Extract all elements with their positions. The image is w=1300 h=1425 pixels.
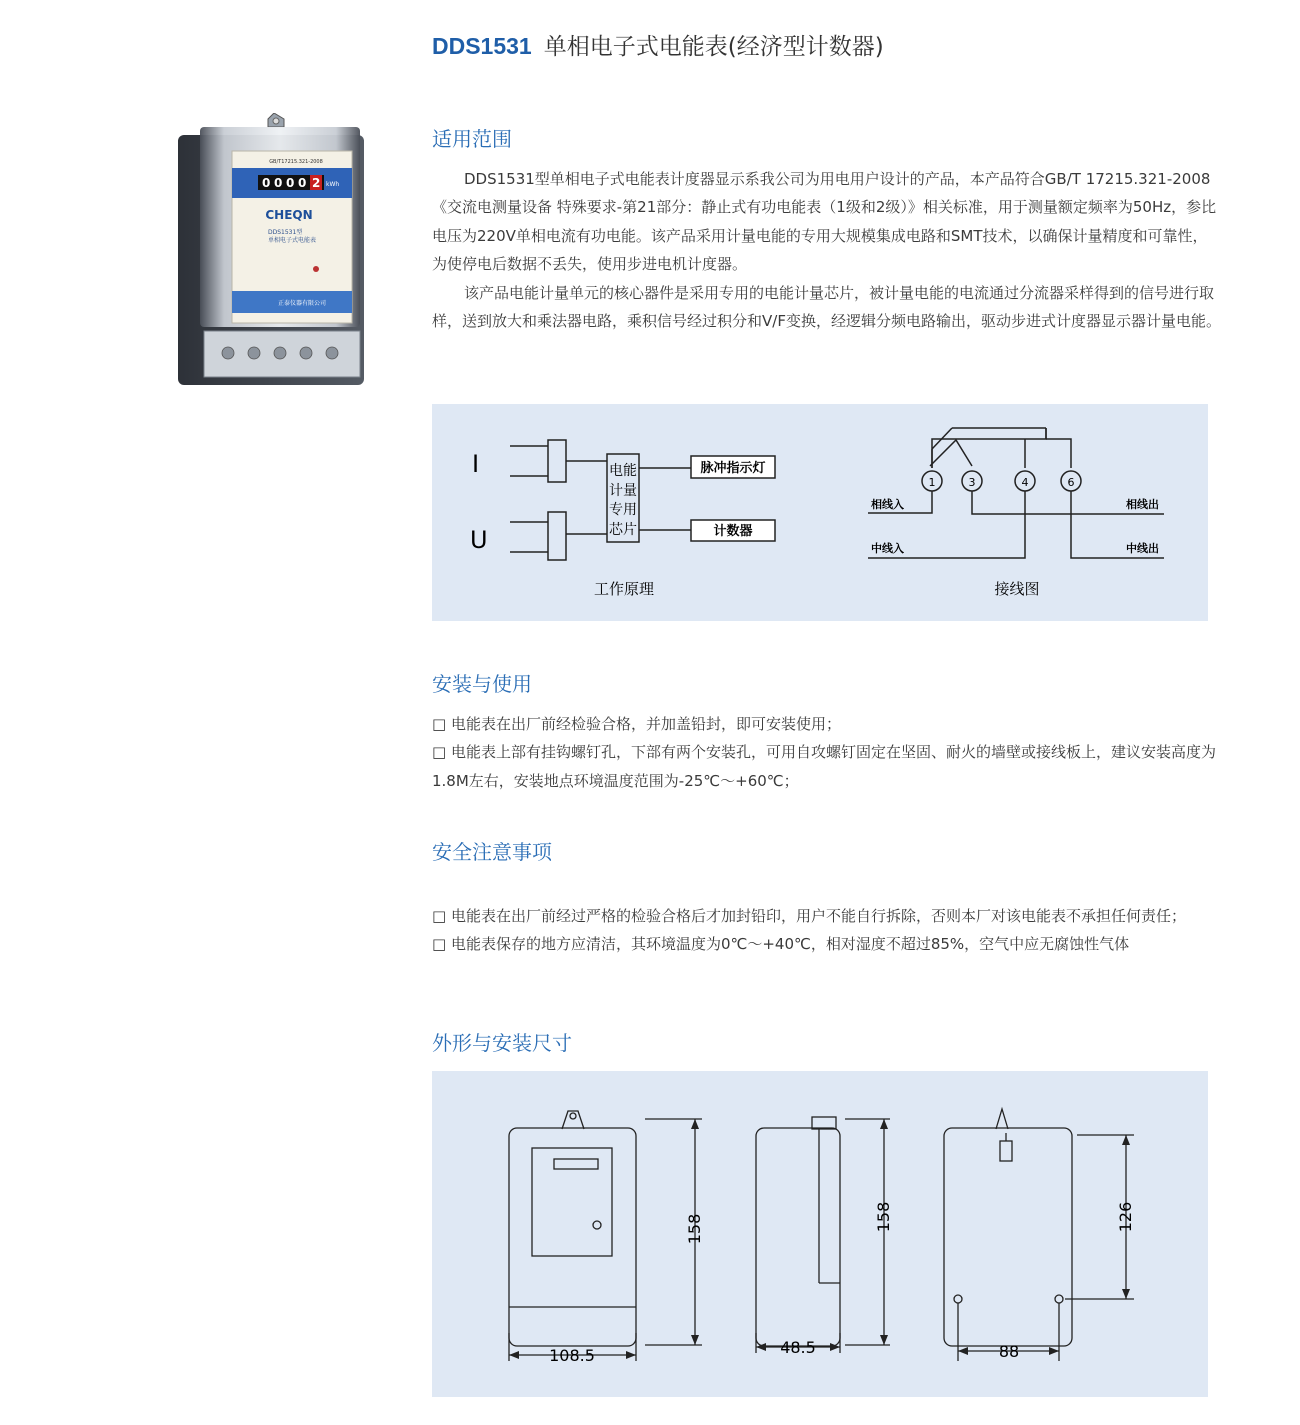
input-u-label: U <box>470 526 488 554</box>
svg-text:0: 0 <box>298 176 307 190</box>
svg-text:0: 0 <box>274 176 283 190</box>
safety-item-2: □ 电能表保存的地方应清洁，其环境温度为0℃～+40℃，相对湿度不超过85%，空气中应无腐蚀性气体 <box>432 935 1130 954</box>
install-item-2: □ 电能表上部有挂钩螺钉孔，下部有两个安装孔，可用自攻螺钉固定在坚固、耐火的墙壁或接线板上，建议安装高度为1.8M左右，安装地点环境温度范围为-25℃～+60℃； <box>432 743 1216 790</box>
install-item-1: □ 电能表在出厂前经检验合格，并加盖铅封，即可安装使用； <box>432 715 841 733</box>
safety-heading: 安全注意事项 <box>432 840 552 864</box>
back-width-dim: 88 <box>998 1342 1020 1361</box>
back-height-dim: 126 <box>1116 1201 1135 1233</box>
product-name: 单相电子式电能表(经济型计数器) <box>543 34 884 60</box>
model-number: DDS1531 <box>432 33 532 59</box>
brand-logo: CHEQN <box>265 208 313 222</box>
diagram-panel <box>432 404 1208 621</box>
scope-text <box>432 165 1222 335</box>
dimensions-heading: 外形与安装尺寸 <box>432 1031 572 1055</box>
install-text <box>432 710 1222 795</box>
side-height-dim: 158 <box>874 1201 893 1233</box>
side-view <box>756 1117 890 1353</box>
terminal-1: 1 <box>928 476 936 489</box>
safety-text <box>432 902 1222 959</box>
chip-label-3: 专用 <box>609 502 637 518</box>
svg-text:0: 0 <box>286 176 295 190</box>
chip-label-1: 电能 <box>609 463 637 479</box>
back-view <box>944 1109 1134 1361</box>
svg-text:单相电子式电能表: 单相电子式电能表 <box>268 237 317 244</box>
input-i-label: I <box>472 450 480 478</box>
pulse-lamp-label: 脉冲指示灯 <box>700 461 766 476</box>
terminal-3: 3 <box>968 476 976 489</box>
svg-text:2: 2 <box>312 176 321 190</box>
svg-text:正泰仪器有限公司: 正泰仪器有限公司 <box>277 300 327 307</box>
terminal-4: 4 <box>1021 476 1029 489</box>
svg-text:DDS1531型: DDS1531型 <box>268 229 303 236</box>
scope-paragraph-1: DDS1531型单相电子式电能表计度器显示系我公司为用电用户设计的产品，本产品符合GB/T 17215.321-2008《交流电测量设备 特殊要求-第21部分：静止式有功电能表（1级和2级）》相关标准，用于测量额定频率为50Hz，参比电压为220V单相电流有功电能。该产品采用计量电能的专用大规模集成电路和SMT技术，以确保计量精度和可靠性，为使停电后数据不丢失，使用步进电机计度器。 <box>432 170 1217 274</box>
front-width-dim: 108.5 <box>549 1346 595 1365</box>
dimension-drawings <box>432 1071 1208 1397</box>
neutral-out-label: 中线出 <box>1126 542 1159 555</box>
wiring-diagram <box>868 428 1164 558</box>
svg-text:0: 0 <box>262 176 271 190</box>
svg-text:GB/T17215.321-2008: GB/T17215.321-2008 <box>269 159 323 165</box>
svg-text:kWh: kWh <box>326 181 340 188</box>
front-height-dim: 158 <box>685 1213 704 1245</box>
scope-heading: 适用范围 <box>432 127 512 151</box>
page-title <box>432 28 884 61</box>
neutral-in-label: 中线入 <box>871 542 904 555</box>
working-principle-diagram <box>510 440 775 560</box>
wiring-caption: 接线图 <box>994 580 1040 598</box>
chip-label-2: 计量 <box>609 483 637 499</box>
front-view <box>509 1111 702 1361</box>
counter-label: 计数器 <box>713 524 753 539</box>
principle-caption: 工作原理 <box>593 580 655 598</box>
scope-paragraph-2: 该产品电能计量单元的核心器件是采用专用的电能计量芯片，被计量电能的电流通过分流器采样得到的信号进行取样，送到放大和乘法器电路，乘积信号经过积分和V/F变换，经逻辑分频电路输出，驱动步进式计度器显示器计量电能。 <box>432 283 1221 331</box>
phase-out-label: 相线出 <box>1126 498 1159 511</box>
install-heading: 安装与使用 <box>432 672 532 696</box>
product-image <box>176 113 366 393</box>
energy-meter-illustration <box>176 113 366 389</box>
phase-in-label: 相线入 <box>871 498 904 511</box>
chip-label-4: 芯片 <box>609 522 637 538</box>
safety-item-1: □ 电能表在出厂前经过严格的检验合格后才加封铅印，用户不能自行拆除，否则本厂对该电能表不承担任何责任； <box>432 907 1186 925</box>
circuit-diagrams <box>432 404 1208 621</box>
terminal-6: 6 <box>1067 476 1075 489</box>
side-width-dim: 48.5 <box>780 1338 816 1357</box>
dimension-panel <box>432 1071 1208 1397</box>
